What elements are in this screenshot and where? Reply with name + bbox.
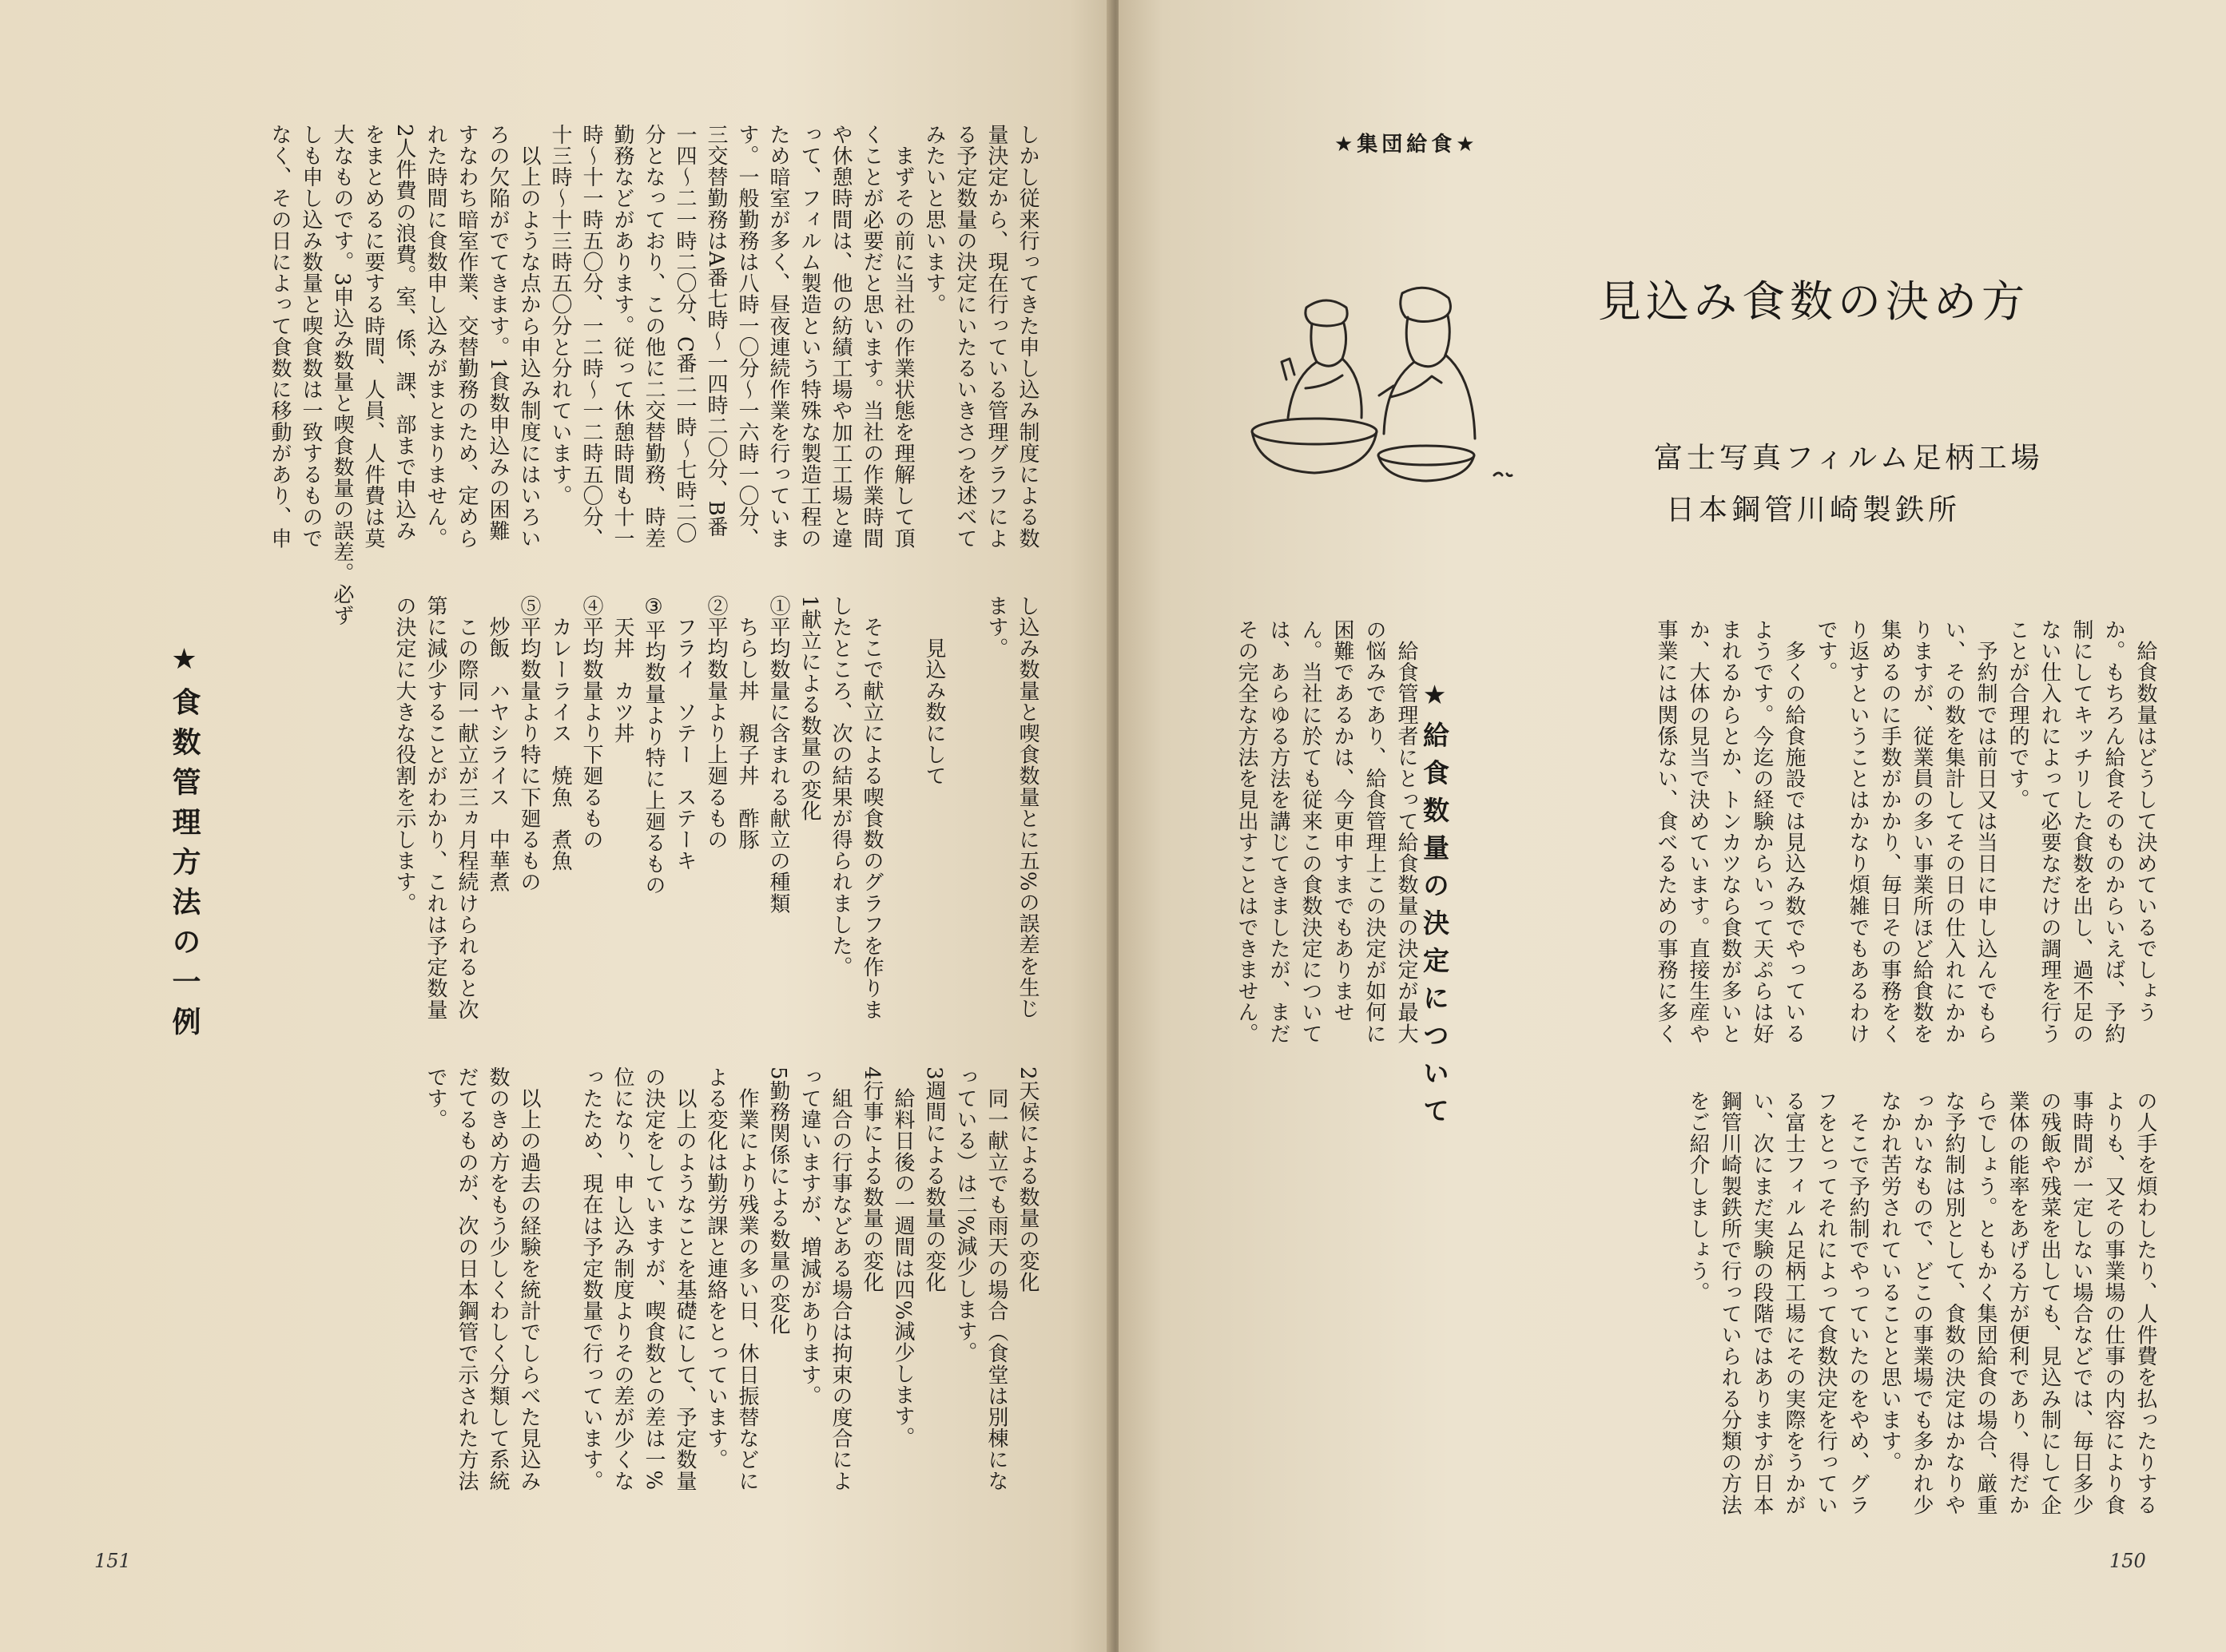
right-page-number: 150 [2109,1550,2146,1572]
article-title: 見込み食数の決め方 [1598,276,2029,327]
series-kicker: ★集団給食★ [1334,133,1479,157]
left-upper-text: しかし従来行ってきた申し込み制度による数 量決定から、現在行っている管理グラフによ る予定数量の決定にいたるいきさつを述べて みたいと思います。 まずその前に当社の作業状態を理解して頂 くことが必要だと思います。当社の作業時間 や休憩時間は、他の紡績工場や加工工場と違 って、フィルム製造という特殊な製造工程の ため暗室が多く、昼夜連続作業を行っていま す。一般勤務は八時一〇分～一六時一〇分、 三交替勤務はA番七時～一四時二〇分、B番 一四～二一時二〇分、C番二一時～七時二〇 分となっており、この他に二交替勤務、時差 勤務などがあります。従って休憩時間も十一 時～十一時五〇分、一二時～一二時五〇分、 十三時～十三時五〇分と分れています。 以上のような点から申込み制度にはいろい ろの欠陥がでてきます。1食数申込みの困難 すなわち暗室作業、交替勤務のため、定めら れた時間に食数申し込みがまとまりません。 2人件費の浪費。室、係、課、部まで申込み をまとめるに要する時間、人員、人件費は莫 大なものです。3申込み数量と喫食数量の誤差。必ず しも申し込み数量と喫食数は一致するもので なく、その日によって食数に移動があり、申 [268,124,1039,626]
company-name-2: 日本鋼管川崎製鉄所 [1666,494,1962,526]
left-lower-text-a: し込み数量と喫食数量とに五%の誤差を生じ ます。 見込み数にして そこで献立による喫食数のグラフを作りま したところ、次の結果が得られました。 1献立による数量の変化 ①平均数量に含まれる献立の種類 ちらし丼 親子丼 酢豚 ②平均数量より上廻るもの フライ ソテー ステーキ ③平均数量より特に上廻るもの 天丼 カツ丼 ④平均数量より下廻るもの カレーライス 焼魚 煮魚 ⑤平均数量より特に下廻るもの 炒飯 ハヤシライス 中華煮 この際同一献立が三ヵ月程続けられると次 第に減少することがわかり、これは予定数量 の決定に大きな役割を示します。 [392,595,1039,1020]
right-lower-text: の人手を煩わしたり、人件費を払ったりする よりも、又その事業場の仕事の内容により食 事時間が一定しない場合などでは、毎日多少 の残飯や残菜を出しても、見込み制にして企 業体の能率をあげる方が便利であり、得だか らでしょう。ともかく集団給食の場合、厳重 な予約制は別として、食数の決定はかなりや っかいなもので、どこの事業場でも多かれ少 なかれ苦労されていることと思います。 そこで予約制でやっていたのをやめ、グラ フをとってそれによって食数決定を行ってい る富士フィルム足柄工場にその実際をうかが い、次にまだ実験の段階ではありますが日本 鋼管川崎製鉄所で行っていられる分類の方法 をご紹介しましょう。 [1686,1090,2157,1515]
left-page-number: 151 [94,1550,131,1572]
right-upper-text: 給食数量はどうして決めているでしょう か。もちろん給食そのものからいえば、予約 制にしてキッチリした食数を出し、過不足の ない仕入れによって必要なだけの調理を行う ことが合理的です。 予約制では前日又は当日に申し込んでもら い、その数を集計してその日の仕入れにかか りますが、従業員の多い事業所ほど給食数を 集めるのに手数がかかり、毎日その事務をく り返すということはかなり煩雑でもあるわけ です。 多くの給食施設では見込み数でやっている ようです。今迄の経験からいって天ぷらは好 まれるからとか、トンカツなら食数が多いと か、大体の見当で決めています。直接生産や 事業には関係ない、食べるための事務に多く [1654,619,2157,1044]
right-section-heading: ★給食数量の決定について [1419,679,1450,1134]
right-section-body: 給食管理者にとって給食数量の決定が最大 の悩みであり、給食管理上この決定が如何に 困難であるかは、今更申すまでもありませ ん。当社に於ても従来この食数決定について は、あらゆる方法を講じてきましたが、まだ その完全な方法を見出すことはできません。 [1234,619,1418,1044]
company-name-1: 富士写真フィルム足柄工場 [1654,442,2044,475]
left-lower-text-b: 2天候による数量の変化 同一献立でも雨天の場合（食堂は別棟にな っている）は二%減少します。 3週間による数量の変化 給料日後の一週間は四%減少します。 4行事による数量の変化 組合の行事などある場合は拘束の度合によ って違いますが、増減があります。 5勤務関係による数量の変化 作業により残業の多い日、休日振替などに よる変化は勤労課と連絡をとっています。 以上のようなことを基礎にして、予定数量 の決定をしていますが、喫食数との差は一% 位になり、申し込み制度よりその差が少くな ったため、現在は予定数量で行っています。 以上の過去の経験を統計でしらべた見込み 数のきめ方をもう少しくわしく分類して系統 だてるものが、次の日本鋼管で示された方法 です。 [423,1066,1039,1491]
cooks-illustration [1222,276,1542,491]
left-section-heading: ★食数管理方法の一例 [168,643,201,1046]
